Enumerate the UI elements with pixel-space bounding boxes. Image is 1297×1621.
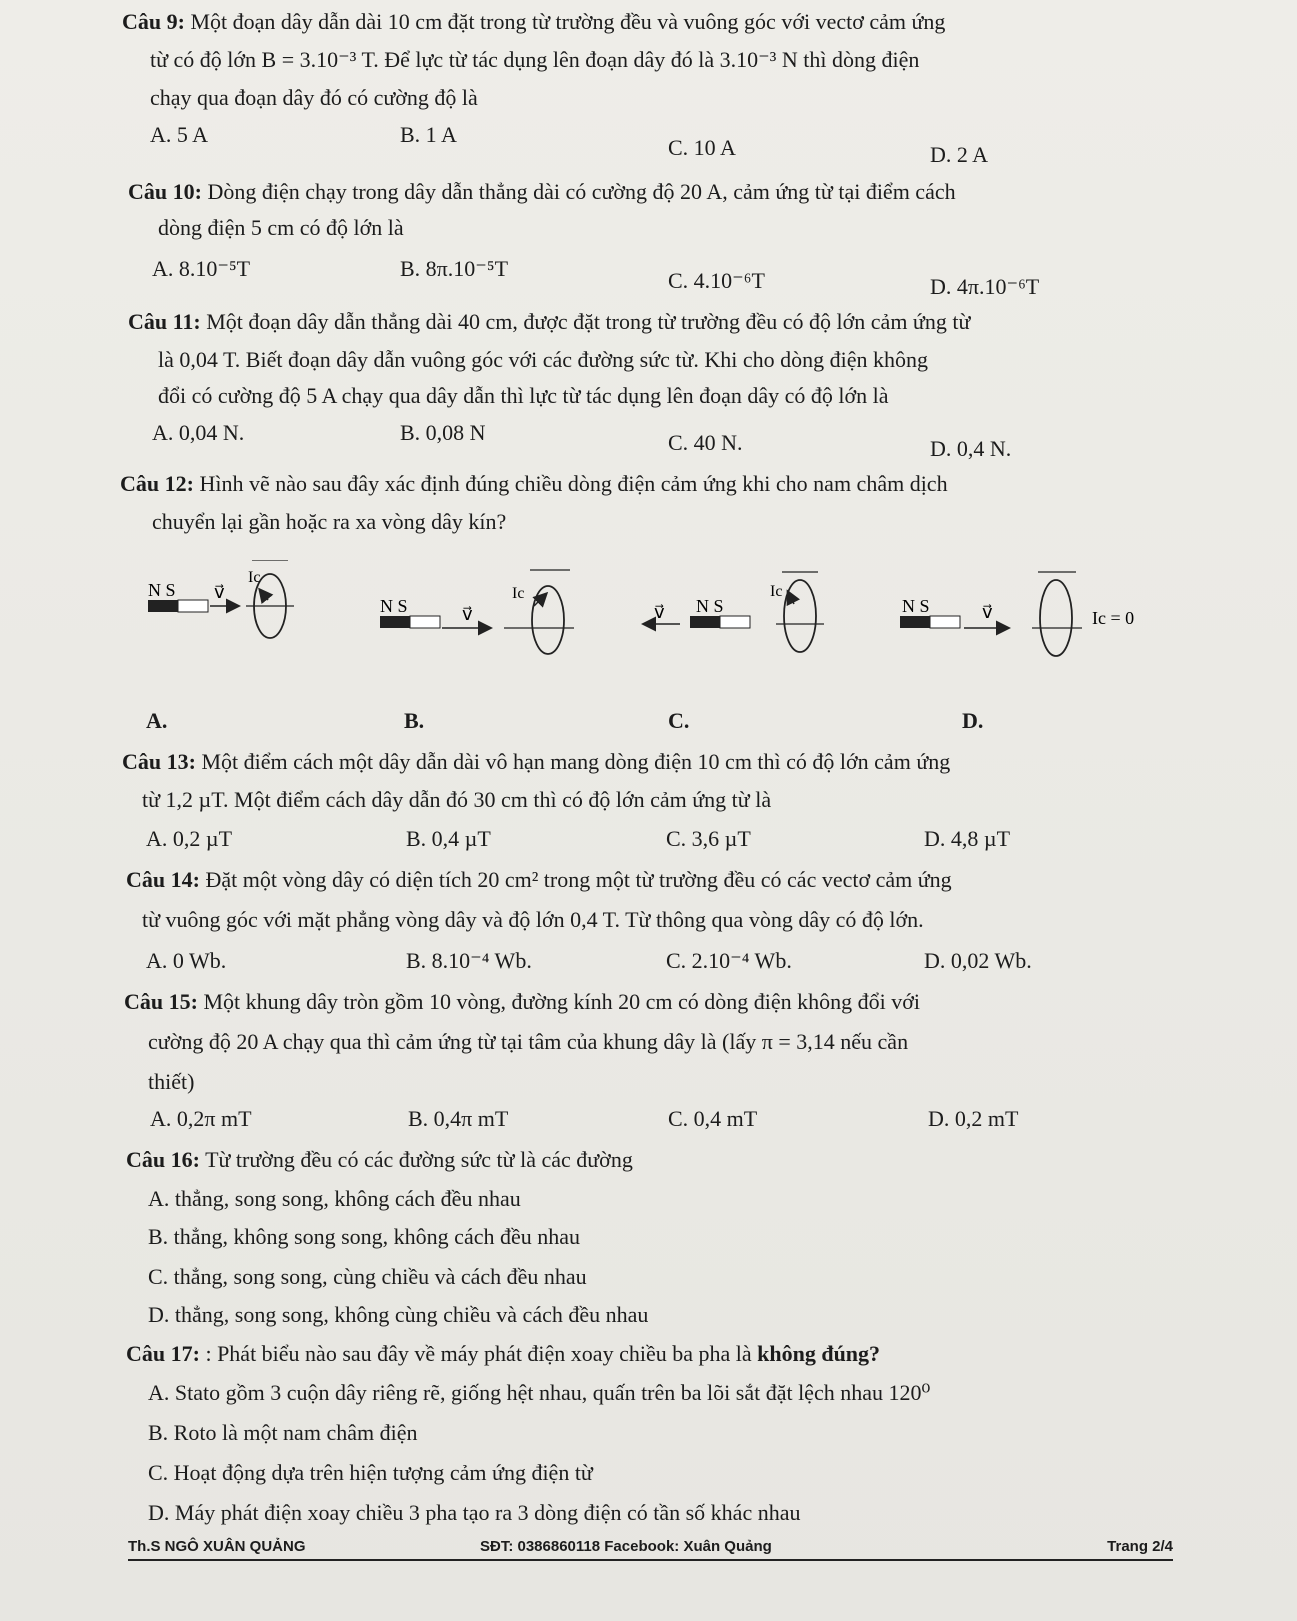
current-label-a: Ic <box>248 569 261 586</box>
q14-option-b: B. 8.10⁻⁴ Wb. <box>406 948 532 973</box>
q12-text2: chuyển lại gần hoặc ra xa vòng dây kín? <box>152 509 507 534</box>
q10-option-c: C. 4.10⁻⁶T <box>668 268 765 293</box>
q13-option-b: B. 0,4 µT <box>406 826 491 851</box>
q15-option-b: B. 0,4π mT <box>408 1106 509 1131</box>
magnet-label-c: N S <box>696 596 724 616</box>
figure-c <box>644 572 824 652</box>
figure-d <box>900 572 1134 656</box>
q14-option-c: C. 2.10⁻⁴ Wb. <box>666 948 792 973</box>
q12-text1: Hình vẽ nào sau đây xác định đúng chiều dòng điện cảm ứng khi cho nam châm dịch <box>199 471 948 496</box>
fig-label-c: C. <box>668 708 690 733</box>
fig-label-a: A. <box>146 708 168 733</box>
q15-number: Câu 15: <box>124 989 198 1014</box>
q17-option-a: A. Stato gồm 3 cuộn dây riêng rẽ, giống hệt nhau, quấn trên ba lõi sắt đặt lệch nhau 120⁰ <box>148 1380 931 1405</box>
current-zero-label: Ic = 0 <box>1092 608 1135 628</box>
q9-text3: chạy qua đoạn dây đó có cường độ là <box>150 85 478 110</box>
magnet-n-pole <box>900 616 930 628</box>
q15-option-a: A. 0,2π mT <box>150 1106 252 1131</box>
q10-text1: Dòng điện chạy trong dây dẫn thẳng dài có cường độ 20 A, cảm ứng từ tại điểm cách <box>207 179 956 204</box>
q16-line1 <box>126 1144 633 1176</box>
magnet-s-pole <box>930 616 960 628</box>
velocity-label-a: v⃗ <box>214 582 225 602</box>
q11-option-b: B. 0,08 N <box>400 420 486 445</box>
footer-page-number: Trang 2/4 <box>1107 1538 1173 1555</box>
q12-figures <box>130 560 1180 690</box>
figure-a <box>148 560 294 638</box>
q11-number: Câu 11: <box>128 309 201 334</box>
q16-option-d: D. thẳng, song song, không cùng chiều và cách đều nhau <box>148 1302 649 1327</box>
q10-option-b: B. 8π.10⁻⁵T <box>400 256 509 281</box>
q10-option-d: D. 4π.10⁻⁶T <box>930 274 1040 299</box>
q9-option-c: C. 10 A <box>668 135 736 160</box>
magnet-label-b: N S <box>380 596 408 616</box>
q12-line1 <box>120 468 948 500</box>
q9-option-b: B. 1 A <box>400 122 457 147</box>
velocity-label-d: v⃗ <box>982 602 993 622</box>
fig-label-d: D. <box>962 708 984 733</box>
q10-line1 <box>128 176 956 208</box>
q17-line1 <box>126 1338 880 1370</box>
q16-option-c: C. thẳng, song song, cùng chiều và cách đều nhau <box>148 1264 587 1289</box>
q14-option-d: D. 0,02 Wb. <box>924 948 1032 973</box>
q10-option-a: A. 8.10⁻⁵T <box>152 256 251 281</box>
q17-option-c: C. Hoạt động dựa trên hiện tượng cảm ứng điện từ <box>148 1460 593 1485</box>
current-arrow-c <box>788 592 794 604</box>
q15-option-d: D. 0,2 mT <box>928 1106 1019 1131</box>
magnet-s-pole <box>178 600 208 612</box>
q14-number: Câu 14: <box>126 867 200 892</box>
q9-option-d: D. 2 A <box>930 142 989 167</box>
q11-text3: đổi có cường độ 5 A chạy qua dây dẫn thì lực từ tác dụng lên đoạn dây có độ lớn là <box>158 383 889 408</box>
q15-text1: Một khung dây tròn gồm 10 vòng, đường kính 20 cm có dòng điện không đổi với <box>203 989 920 1014</box>
magnet-label-d: N S <box>902 596 930 616</box>
q9-text1: Một đoạn dây dẫn dài 10 cm đặt trong từ trường đều và vuông góc với vectơ cảm ứng <box>190 9 946 34</box>
q10-text2: dòng điện 5 cm có độ lớn là <box>158 215 404 240</box>
magnet-n-pole <box>148 600 178 612</box>
q17-number: Câu 17: <box>126 1341 200 1366</box>
q13-option-a: A. 0,2 µT <box>146 826 233 851</box>
q16-text1: Từ trường đều có các đường sức từ là các đường <box>205 1147 633 1172</box>
current-arrow-a <box>260 590 268 600</box>
q11-option-a: A. 0,04 N. <box>152 420 245 445</box>
q11-option-c: C. 40 N. <box>668 430 743 455</box>
coil-b <box>532 586 564 654</box>
velocity-label-b: v⃗ <box>462 604 473 624</box>
q15-text2: cường độ 20 A chạy qua thì cảm ứng từ tại tâm của khung dây là (lấy π = 3,14 nếu cần <box>148 1029 909 1054</box>
q11-option-d: D. 0,4 N. <box>930 436 1012 461</box>
magnet-s-pole <box>720 616 750 628</box>
footer-author: Th.S NGÔ XUÂN QUẢNG <box>128 1538 306 1555</box>
q13-text2: từ 1,2 µT. Một điểm cách dây dẫn đó 30 cm thì có độ lớn cảm ứng từ là <box>142 787 772 812</box>
q15-line1 <box>124 986 920 1018</box>
q11-text2: là 0,04 T. Biết đoạn dây dẫn vuông góc với các đường sức từ. Khi cho dòng điện không <box>158 347 929 372</box>
q13-number: Câu 13: <box>122 749 196 774</box>
magnet-n-pole <box>690 616 720 628</box>
q9-number: Câu 9: <box>122 9 185 34</box>
q14-line1 <box>126 864 952 896</box>
coil-c <box>784 580 816 652</box>
q10-number: Câu 10: <box>128 179 202 204</box>
current-label-b: Ic <box>512 585 525 602</box>
page-footer <box>128 1538 1173 1561</box>
q14-text2: từ vuông góc với mặt phẳng vòng dây và độ lớn 0,4 T. Từ thông qua vòng dây có độ lớn. <box>142 907 924 932</box>
magnet-s-pole <box>410 616 440 628</box>
q15-option-c: C. 0,4 mT <box>668 1106 758 1131</box>
q11-line1 <box>128 306 970 338</box>
q13-line1 <box>122 746 950 778</box>
figure-b <box>380 570 574 654</box>
footer-contact: SĐT: 0386860118 Facebook: Xuân Quảng <box>480 1538 772 1555</box>
q9-option-a: A. 5 A <box>150 122 209 147</box>
q11-text1: Một đoạn dây dẫn thẳng dài 40 cm, được đặt trong từ trường đều có độ lớn cảm ứng từ <box>206 309 971 334</box>
q17-option-b: B. Roto là một nam châm điện <box>148 1420 418 1445</box>
fig-label-b: B. <box>404 708 425 733</box>
q14-text1: Đặt một vòng dây có diện tích 20 cm² trong một từ trường đều có các vectơ cảm ứng <box>205 867 952 892</box>
q15-text3: thiết) <box>148 1069 195 1094</box>
coil-d <box>1040 580 1072 656</box>
q17-option-d: D. Máy phát điện xoay chiều 3 pha tạo ra 3 dòng điện có tần số khác nhau <box>148 1500 801 1525</box>
q14-option-a: A. 0 Wb. <box>146 948 227 973</box>
q16-option-a: A. thẳng, song song, không cách đều nhau <box>148 1186 521 1211</box>
q13-option-c: C. 3,6 µT <box>666 826 751 851</box>
q17-text1-bold: không đúng? <box>757 1341 881 1366</box>
q9-text2: từ có độ lớn B = 3.10⁻³ T. Để lực từ tác dụng lên đoạn dây đó là 3.10⁻³ N thì dòng điện <box>150 47 920 72</box>
magnet-label-a: N S <box>148 580 176 600</box>
q17-text1: : Phát biểu nào sau đây về máy phát điện xoay chiều ba pha là <box>205 1341 752 1366</box>
magnet-n-pole <box>380 616 410 628</box>
q12-number: Câu 12: <box>120 471 194 496</box>
q9-line1 <box>122 6 945 38</box>
q16-option-b: B. thẳng, không song song, không cách đều nhau <box>148 1224 580 1249</box>
current-label-c: Ic <box>770 583 783 600</box>
q13-text1: Một điểm cách một dây dẫn dài vô hạn mang dòng điện 10 cm thì có độ lớn cảm ứng <box>201 749 951 774</box>
velocity-label-c: v⃗ <box>654 602 665 622</box>
q13-option-d: D. 4,8 µT <box>924 826 1011 851</box>
q16-number: Câu 16: <box>126 1147 200 1172</box>
